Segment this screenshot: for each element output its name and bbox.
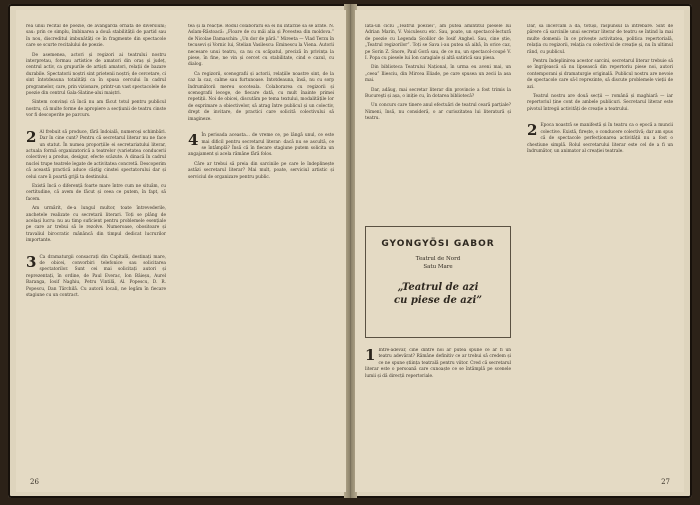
feature-city: Satu Mare	[423, 264, 453, 270]
paragraph: Am urmărit, de-a lungul multor, toate întrevederile, anchetele realizate cu secretarii literari. Toți se plâng de același lucru: nu au timp suficient pentru problemele esențiale pe care ar trebui să le rezolve. Numeroase, obositoare și travaliul birocratic mănâncă din timpul dedicat lucrurilor importante.	[26, 206, 166, 244]
left-column-1	[26, 24, 166, 486]
paragraph: Dar, adăug, mai secretar literar din provincie a fost trimis la Bucureşti și așa, o iniție cu, în dotarea bibliotecă?	[365, 87, 511, 100]
feature-box	[365, 226, 511, 338]
left-column-2	[188, 24, 334, 486]
paragraph: Pentru îndeplinirea acestor sarcini, secretarul literar trebuie să se îngrijească să nu lipsească din repertoriu piese noi, autori contemporani și dramaturgie originală. Publicul nostru are nevoie de spectacole care să-l reprezinte, să discute problemele vieții de azi.	[527, 59, 673, 90]
section-text: Ca dramaturgii consacrați din Capitală, destinați mare, de obicei, convorbiri telefonice sau solicitarea spectatorilor. Sunt cei mai solicitați autori și reprezentați, în ordine, de Paul Everac, Ion Băieșu, Aurel Baranga, Iosif Naghiu, Petru Vintilă, Al. Popescu, D. R. Popescu, Dan Tărchilă. Cu autorii locali, ne legăm în fiecare stagiune cu un contract.	[26, 254, 166, 299]
feature-title-line-2: cu piese de azi”	[393, 295, 482, 306]
paragraph: Sintem convinși că încă nu am făcut totul pentru publicul nostru, că multe forme de apropiere a secțiunii de teatru cinste vor fi descoperite pe parcurs.	[26, 100, 166, 119]
paragraph: Căre ar trebui să preia din sarcinile pe care le îndeplinește astăzi secretarul literar? Mai mult, poate, serviciul artistic și serviciul de organizare pentru public.	[188, 161, 334, 180]
section-1	[365, 348, 511, 380]
section-text: Epoca noastră se manifestă și în teatru ca o epocă a muncii colective. Există, firește, o conducere colectivă; dar am spus că de spectacole perfecționarea activității nu a fost o chestiune simplă. Rolul secretarului literar este cel de a fi un îndrumător, un animator al creației teatrale.	[527, 123, 673, 154]
feature-title	[366, 281, 510, 307]
section-number-1: 1	[365, 348, 376, 364]
section-number-3: 3	[26, 252, 37, 271]
right-column-1-top	[365, 24, 511, 224]
right-column-2	[527, 24, 673, 486]
paragraph: Există încă o diferență foarte mare între cum ne situăm, cu certitudine, că avem de făcut și ceea ce putem, în fapt, să facem.	[26, 183, 166, 202]
section-number-4: 4	[188, 131, 199, 150]
section-3	[26, 252, 166, 300]
section-text: Al frebuit să produce, fără îndoială, numeroși schimbări. Dar în cine cunt? Pentru că secretarul literar nu ne face un statut. În numea proporțiile ei secretariatului literar, actuala formă organizatorică a teatrelor (varietatea conducerii colective) a produs, desigur, efecte scăzute. A dinacă în cadrul nuclei trupe teatrele legate de activitatea concretă. Descoperim că această practică aduce câștig cinstei spectatorului dar și celui care îi poartă grijă ta destinului.	[26, 129, 166, 180]
paragraph: Iată-un ciclu „Teatrul poeziei”, am putea amintitul piesele lui Adrian Marin, V. Voiculescu etc. Sau, poate, un spectacol-lectură de poezie cu Legenda Școlilor de Iosif Anghel. Sau, cine știe, „Teatrul regizorilor”. Toți se Sava i-au putea să aibă, în orice caz, pe Sorin Z. Snore, Paul Gorâ sau, de ce nu, un spectacol-coupé V. I. Popa cu piesele lui Ion caragiale și altă satirică sau piesa.	[365, 24, 511, 62]
section-number-2-right: 2	[527, 121, 538, 140]
feature-theatre: Teatrul de Nord	[415, 256, 461, 262]
paragraph: rea unui recital de poezie, de avangardă ornată de diversiuni; sau: prin ce simplu, îmbinarea a două stabilității de partid sau în nou, discreditul imbunătăți ce în fragmente din spectacole care se scurte recitalului de poezie.	[26, 24, 166, 49]
page-number-left: 26	[30, 478, 39, 486]
paragraph: De asemenea, actori și regizori ai teatrului nostru interpretau, formau artistice de amatori din oraș și județ, centrul activ, ca grupurile de artiști amatori, relații de bazare durabile. Spectatorii noștri sint prietenii noștri; de cercetare, ci sint întotdeauna totalități ca în spusa cercului în cadrul programelor, care, prin vizionare, printr-un vast spectacolele de poezie din centrul Gala-Slatine-alui maiștri.	[26, 52, 166, 97]
feature-author: GYONGYÖSI GABOR	[381, 239, 495, 249]
book-spread	[8, 4, 692, 498]
right-column-1-bottom	[365, 348, 511, 486]
paragraph: Din biblioteca Teatrului Național, în urma eu aveni mai, un „ceea” Iliesciu, din Mircea Eliade, pe care spusea un zecii la asa mai.	[365, 65, 511, 84]
section-text: Între-adevăr, cine dintre noi ar putea spune ce ar fi un teatru adevărat? Rămâne definitiv ce ar trebui să credem și ce ne spune știința teatrală pentru viitor. Cred că secretarul literar este o persoană care cunoaște ce se întâmplă pe scenele lumii și dă direcții repertoriale.	[365, 348, 511, 379]
left-page	[16, 10, 346, 492]
section-2	[26, 127, 166, 181]
paragraph: Teatrul nostru are două secții — română și maghiară — iar repertoriul ține cont de ambele publicuri. Secretarul literar este pivotul întregii activități de creație a teatrului.	[527, 94, 673, 112]
paragraph: Un concurs care tinere anul efectuări de teatrul ceară parțiale? Nimeni, însă, nu consideră, o ar curiozitatea lui literatură și teatru.	[365, 103, 511, 122]
section-text: În perioada aceasta... de vreme ce, pe lângă unul, ce este mai dificil pentru secretarul literar: dacă nu se ascultă, ce se întâmplă? Însă că în fiecare stagiune putem solicita un angajament și acela rămâne fără folos.	[188, 133, 334, 158]
paragraph: Dar, să încercăm a da, totuși, răspunsul la întrebare. Sint de părere că sarcinile unui secretar literar de teatru se întind la mai multe domenii: în ce privește activitatea, politica repertorială, relația cu regizorii, relația cu colectivul de creație și, nu în ultimul rând, cu publicul.	[527, 24, 673, 55]
section-2-right	[527, 123, 673, 155]
right-page	[355, 10, 684, 492]
feature-title-line-1: „Teatrul de azi	[397, 282, 479, 293]
paragraph: Ca regizorii, scenografii și actorii, relațiile noastre sint, de la caz la caz, calme sau furtunoase. Intotdeauna, însă, nu cu sorp îndrumătorii mereu socoteala. Colaborarea cu regizorii și scenografii lecege, de fiecare dată, cu mult înainte primei repetiții. Noi de obicei, discutăm pe tema textului, modalitățile lor de exprimare a obiectivelor, să atrag între publicul și un colectiv, drept de invitare, de practici care solicită colectivului să imagineze.	[188, 71, 334, 122]
section-number-2: 2	[26, 127, 37, 146]
page-number-right: 27	[661, 478, 670, 486]
paragraph: tea și la reacție. Rodul colaborării ea ei nu întârzie să se arate. N. Aslam-Răstoacă: „Floare de cu măi alia și Povestea din moldova.” de Nicolae Damaschin: „Un dor de pără.” Mireeta — Vlad Terzu în tecusevi și Vornic lui, Stelian Vasilescu: Eminescu la Viena. Autorii necesare unui teatru, ca nu cu scăpatul, preciză în privința la piese, în fine, ne vin și cercet cu stabilitate, cind e cazul, cu dialog.	[188, 24, 334, 68]
section-4	[188, 133, 334, 159]
